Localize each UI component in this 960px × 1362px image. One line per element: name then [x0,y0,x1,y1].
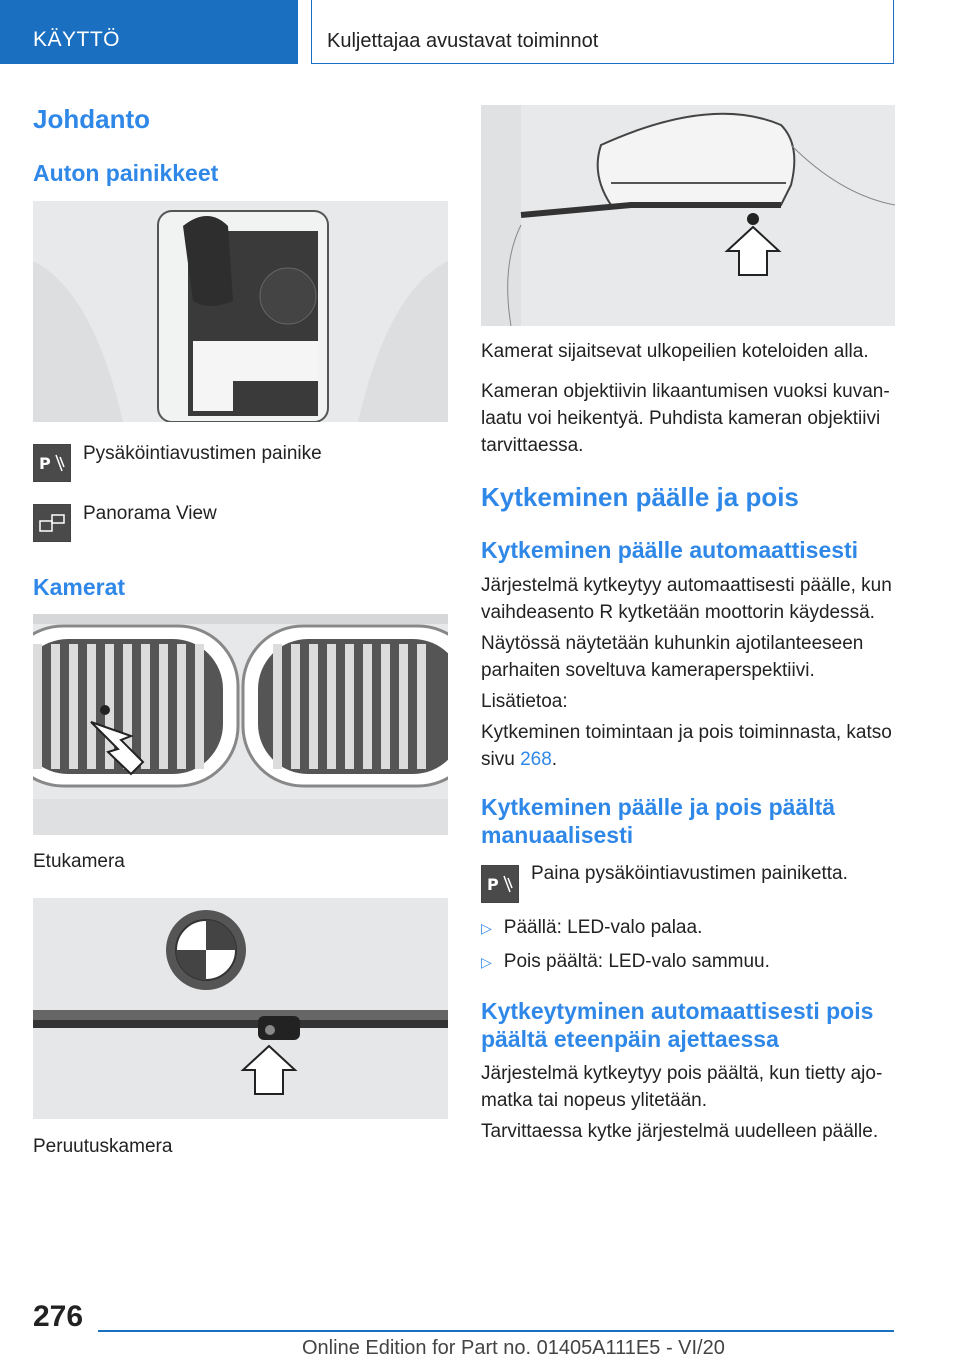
page-title: Johdanto [33,104,150,134]
page-ref-suffix: . [551,749,558,770]
page-ref-prefix: sivu [481,749,521,770]
subtitle-cameras: Kamerat [33,574,126,600]
list-item [481,917,702,939]
rear-camera-image [33,898,448,1119]
button-label-parking: Pysäköintiavustimen painike [83,443,322,464]
list-item [481,951,770,973]
side-mirror-image [481,105,895,326]
autooff-p2: Tarvittaessa kytke järjestelmä uudelleen päälle. [481,1121,879,1142]
center-console-image [33,201,448,422]
panorama-view-icon [33,504,71,542]
triangle-bullet-icon: ▷ [481,920,492,936]
section-tab [0,0,298,64]
subheading-auto: Kytkeminen päälle automaattisesti [481,537,859,563]
lens-note-1: Kameran objektiivin likaantumisen vuoksi kuvan- [481,381,890,402]
page-number: 276 [33,1300,84,1333]
parking-assist-icon [481,865,519,903]
footer-divider [98,1330,894,1332]
parking-assist-icon [33,444,71,482]
more-info-line1: Kytkeminen toimintaan ja pois toiminnasta, katso [481,722,892,743]
svg-text:P: P [487,875,499,894]
heading-onoff: Kytkeminen päälle ja pois [481,482,799,512]
rear-camera-caption: Peruutuskamera [33,1136,173,1157]
button-label-panorama: Panorama View [83,503,217,524]
chapter-header [311,0,894,64]
online-edition-note: Online Edition for Part no. 01405A111E5 - VI/20 [302,1337,725,1359]
lens-note-2: laatu voi heikentyä. Puhdista kameran objektiivi [481,408,881,429]
auto-p2-2: parhaiten soveltuva kameraperspektiivi. [481,660,815,681]
section-label: KÄYTTÖ [33,28,121,51]
subtitle-buttons: Auton painikkeet [33,160,219,186]
lens-note-3: tarvittaessa. [481,435,584,456]
bullet-text: Pois päältä: LED-valo sammuu. [503,951,770,972]
manual-instruction: Paina pysäköintiavustimen painiketta. [531,863,848,884]
autooff-p1-2: matka tai nopeus ylitetään. [481,1090,708,1111]
subheading-manual-2: manuaalisesti [481,822,634,848]
subheading-autooff-1: Kytkeytyminen automaattisesti pois [481,998,874,1024]
mirror-caption: Kamerat sijaitsevat ulkopeilien koteloiden alla. [481,341,869,362]
subheading-autooff-2: päältä eteenpäin ajettaessa [481,1026,779,1052]
subheading-manual-1: Kytkeminen päälle ja pois päältä [481,794,836,820]
front-camera-image [33,614,448,835]
page-ref-link[interactable]: 268 [520,749,552,770]
triangle-bullet-icon: ▷ [481,954,492,970]
more-info-line2 [481,746,557,773]
auto-p2-1: Näytössä näytetään kuhunkin ajotilanteeseen [481,633,864,654]
auto-p1-2: vaihdeasento R kytketään moottorin käydessä. [481,602,875,623]
front-camera-caption: Etukamera [33,851,125,872]
chapter-title: Kuljettajaa avustavat toiminnot [327,30,599,52]
auto-p1-1: Järjestelmä kytkeytyy automaattisesti päälle, kun [481,575,892,596]
autooff-p1-1: Järjestelmä kytkeytyy pois päältä, kun tietty ajo- [481,1063,883,1084]
more-info-label: Lisätietoa: [481,691,568,712]
bullet-text: Päällä: LED-valo palaa. [503,917,703,938]
svg-text:P: P [39,454,51,473]
